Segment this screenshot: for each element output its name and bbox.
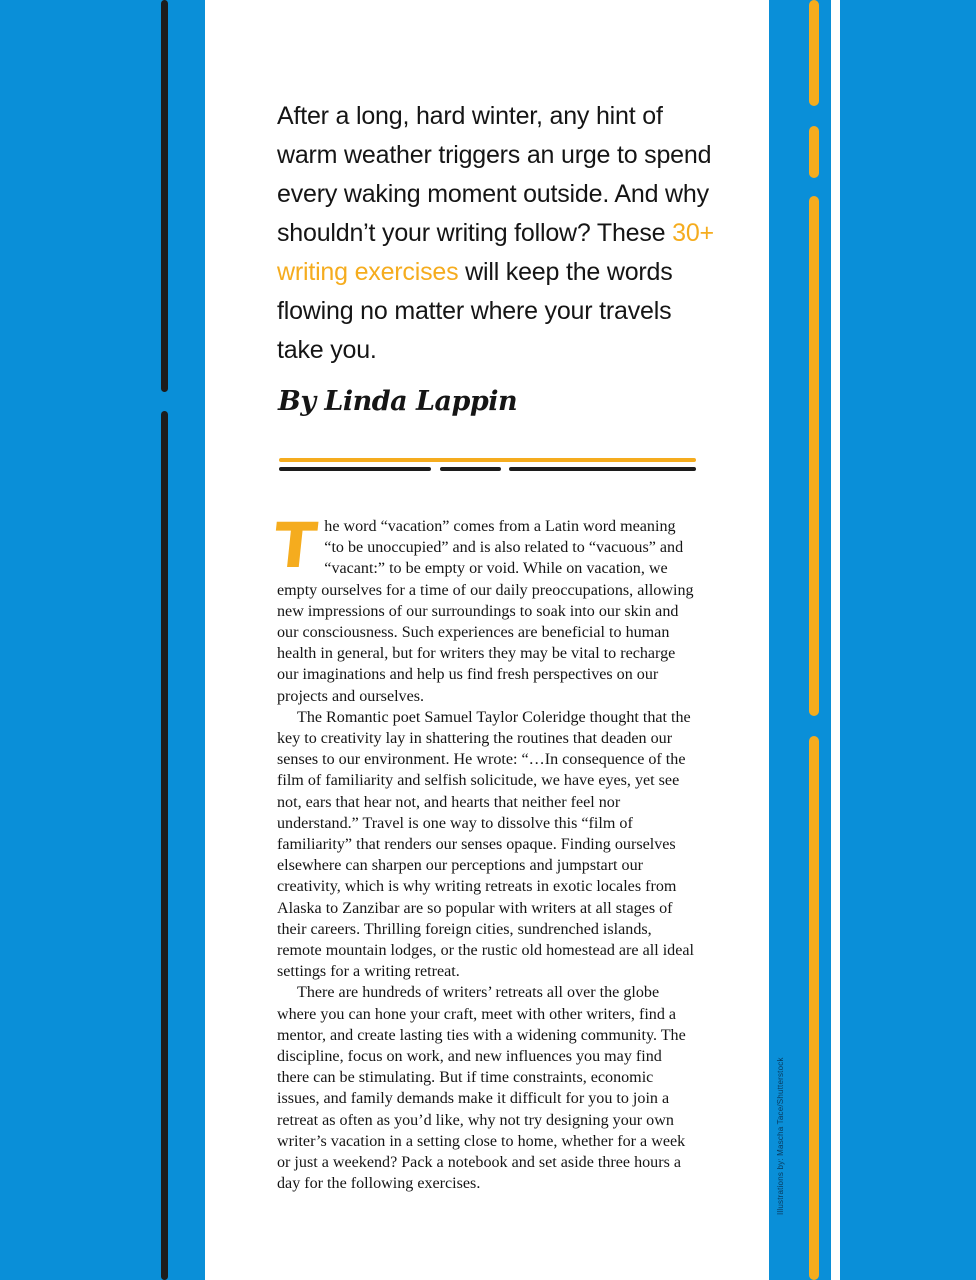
deck-text-end: will keep the words flowing no matter where your travels take you. xyxy=(277,258,673,364)
right-orange-dash-3 xyxy=(809,196,819,716)
divider-dark-rule-2 xyxy=(440,467,501,471)
right-blue-band xyxy=(769,0,976,1280)
article-deck xyxy=(277,97,717,370)
left-black-stripe-upper xyxy=(161,0,168,392)
paragraph-3: There are hundreds of writers’ retreats all over the globe where you can hone your craft, meet with other writers, find a mentor, and create lasting ties with a widening community. The discipline, focus on work, and new influences you may find there can be stimulating. But if time constraints, economic issues, and family demands make it difficult for you to join a retreat as often as you’d like, why not try designing your own writer’s vacation in a setting close to home, whether for a week or just a weekend? Pack a notebook and set aside three hours a day for the following exercises. xyxy=(277,984,686,1193)
deck-highlight: 30+ writing exercises xyxy=(277,219,714,286)
paragraph-2: The Romantic poet Samuel Taylor Coleridge thought that the key to creativity lay in shattering the routines that deaden our senses to our environment. He wrote: “…In consequence of the film of familiarity and selfish solicitude, we have eyes, yet see not, ears that hear not, and hearts that neither feel nor understand.” Travel is one way to dissolve this “film of familiarity” that renders our senses opaque. Finding ourselves elsewhere can sharpen our perceptions and jumpstart our creativity, which is why writing retreats in exotic locales from Alaska to Zanzibar are so popular with writers at all stages of their careers. Thrilling foreign cities, sundrenched islands, remote mountain lodges, or the rustic old homestead are all ideal settings for a writing retreat. xyxy=(277,708,694,981)
right-orange-dash-2 xyxy=(809,126,819,178)
right-white-stripe xyxy=(831,0,840,1280)
left-black-stripe-lower xyxy=(161,411,168,1280)
deck-text-start: After a long, hard winter, any hint of warm weather triggers an urge to spend every waking moment outside. And why shouldn’t your writing follow? These xyxy=(277,102,712,247)
divider-dark-rule-3 xyxy=(509,467,696,471)
left-blue-band xyxy=(0,0,205,1280)
author-byline: By Linda Lappin xyxy=(278,386,518,417)
divider-dark-rule-1 xyxy=(279,467,431,471)
illustration-credit: Illustrations by: Mascha Tace/Shutterstock xyxy=(776,1057,785,1215)
paragraph-1 xyxy=(270,509,697,707)
right-orange-dash-1 xyxy=(809,0,819,106)
right-orange-dash-4 xyxy=(809,736,819,1280)
article-body xyxy=(270,509,697,1195)
paragraph-1-text: he word “vacation” comes from a Latin word meaning “to be unoccupied” and is also related to “vacuous” and “vacant:” to be empty or void. While on vacation, we empty ourselves for a time of our daily preoccupations, allowing new impressions of our surroundings to soak into our skin and our consciousness. Such experiences are beneficial to human health in general, but for writers they may be vital to recharge our imaginations and help us find fresh perspectives on our projects and ourselves. xyxy=(277,518,694,705)
divider-orange-rule xyxy=(279,458,696,462)
drop-cap: T xyxy=(270,509,321,582)
